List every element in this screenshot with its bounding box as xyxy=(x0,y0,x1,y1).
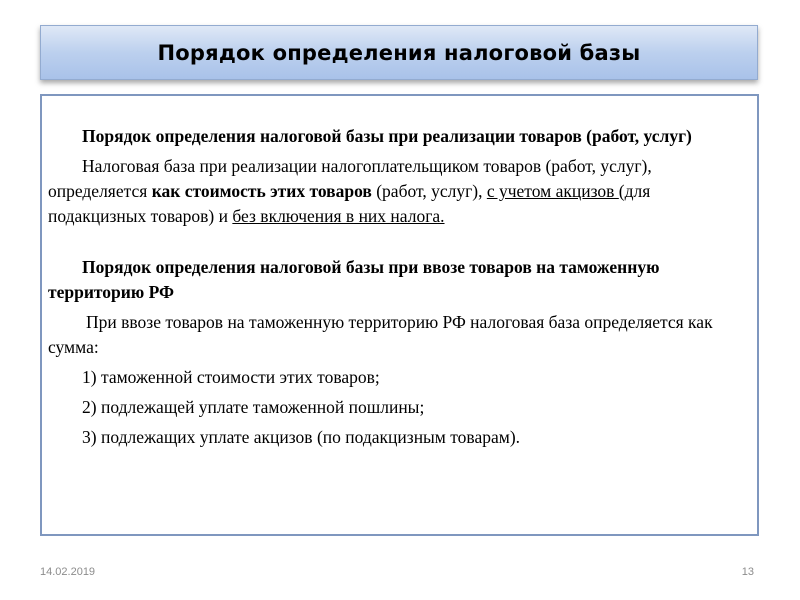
section1-bold-phrase: как стоимость этих товаров xyxy=(151,181,372,201)
content-panel xyxy=(40,94,759,536)
section1-text-c: (работ, услуг), xyxy=(371,181,487,201)
section2-heading: Порядок определения налоговой базы при ввозе товаров на таможенную территорию РФ xyxy=(48,257,660,302)
footer-page-number: 13 xyxy=(741,566,754,578)
slide-title: Порядок определения налоговой базы xyxy=(157,40,641,65)
list-item: 1) таможенной стоимости этих товаров; xyxy=(82,367,380,387)
list-item: 3) подлежащих уплате акцизов (по подакцизным товарам). xyxy=(82,427,521,447)
section1-text-e: (для подакцизных товаров) и xyxy=(48,181,651,226)
title-banner xyxy=(40,25,758,80)
section1-body xyxy=(48,154,749,229)
section1-heading: Порядок определения налоговой базы при реализации товаров (работ, услуг) xyxy=(82,126,692,146)
list-item: 2) подлежащей уплате таможенной пошлины; xyxy=(82,397,425,417)
section1-text-a: Налоговая база при реализации налогоплательщиком товаров (работ, услуг), определяется xyxy=(48,156,652,201)
footer-date: 14.02.2019 xyxy=(40,566,96,578)
section1-underlined-excise: с учетом акцизов xyxy=(486,181,619,201)
section2-intro: При ввозе товаров на таможенную территорию РФ налоговая база определяется как сумма: xyxy=(48,312,713,357)
section1-underlined-tax: без включения в них налога. xyxy=(232,206,445,226)
